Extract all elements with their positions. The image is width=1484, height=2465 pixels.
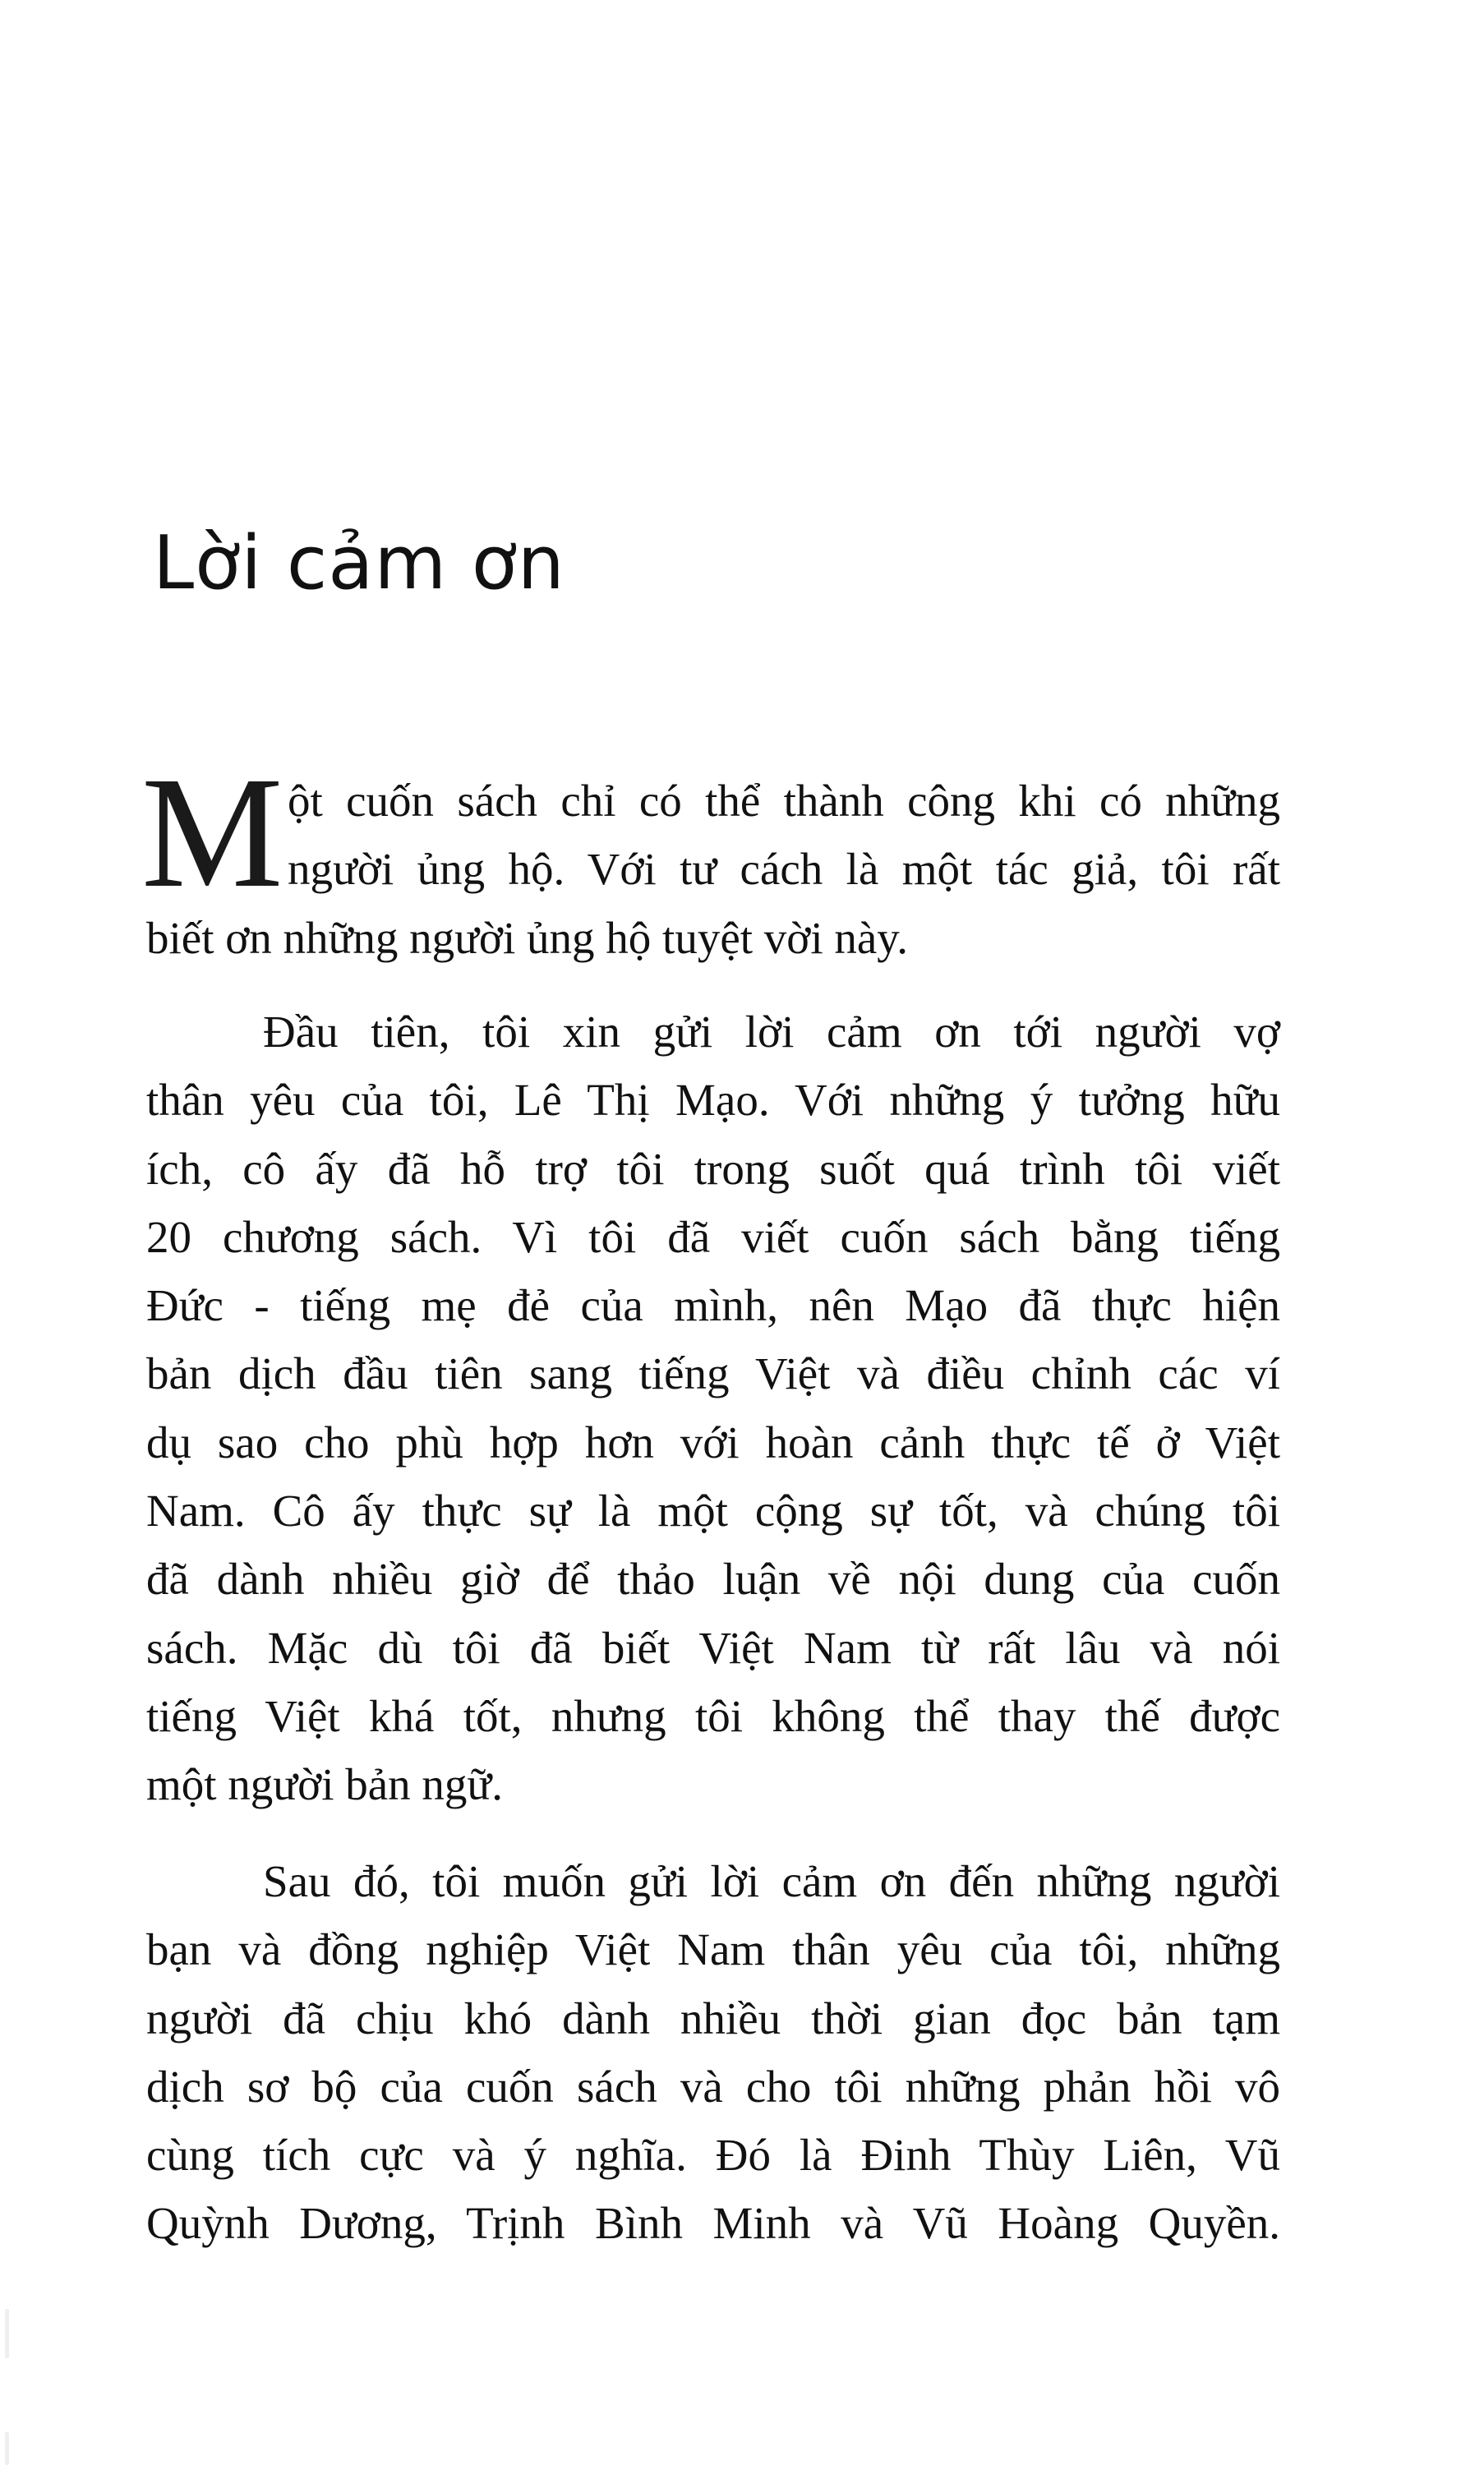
text-line: cùng tích cực và ý nghĩa. Đó là Đinh Thùy Liên, Vũ	[146, 2130, 1280, 2181]
text-line: tiếng Việt khá tốt, nhưng tôi không thể thay thế được	[146, 1690, 1280, 1741]
text-line: Đầu tiên, tôi xin gửi lời cảm ơn tới người vợ	[263, 1007, 1280, 1057]
text-line: ột cuốn sách chỉ có thể thành công khi có những	[288, 776, 1280, 826]
paragraph-1	[146, 767, 1280, 972]
scan-edge-artifact	[5, 2432, 9, 2465]
text-line: Quỳnh Dương, Trịnh Bình Minh và Vũ Hoàng Quyền.	[146, 2198, 1280, 2249]
text-line: người đã chịu khó dành nhiều thời gian đọc bản tạm	[146, 1993, 1280, 2043]
text-line: Sau đó, tôi muốn gửi lời cảm ơn đến những người	[263, 1856, 1280, 1906]
paragraph-2	[146, 998, 1280, 1819]
text-line: bản dịch đầu tiên sang tiếng Việt và điều chỉnh các ví	[146, 1348, 1280, 1399]
text-line: sách. Mặc dù tôi đã biết Việt Nam từ rất lâu và nói	[146, 1622, 1280, 1673]
text-line: bạn và đồng nghiệp Việt Nam thân yêu của tôi, những	[146, 1924, 1280, 1975]
text-line: người ủng hộ. Với tư cách là một tác giả, tôi rất	[288, 844, 1280, 895]
text-line: thân yêu của tôi, Lê Thị Mạo. Với những ý tưởng hữu	[146, 1075, 1280, 1126]
text-line: Nam. Cô ấy thực sự là một cộng sự tốt, và chúng tôi	[146, 1486, 1280, 1537]
text-line: 20 chương sách. Vì tôi đã viết cuốn sách bằng tiếng	[146, 1211, 1280, 1262]
text-line: dịch sơ bộ của cuốn sách và cho tôi những phản hồi vô	[146, 2061, 1280, 2112]
text-line: đã dành nhiều giờ để thảo luận về nội dung của cuốn	[146, 1554, 1280, 1605]
text-line: dụ sao cho phù hợp hơn với hoàn cảnh thực tế ở Việt	[146, 1417, 1280, 1467]
page-title: Lời cảm ơn	[153, 520, 565, 607]
text-line: một người bản ngữ.	[146, 1759, 503, 1810]
text-line: Đức - tiếng mẹ đẻ của mình, nên Mạo đã thực hiện	[146, 1280, 1280, 1331]
text-line: biết ơn những người ủng hộ tuyệt vời này.	[146, 912, 908, 963]
scan-edge-artifact	[5, 2309, 9, 2358]
paragraph-3	[146, 1847, 1280, 2258]
drop-cap: M	[141, 744, 283, 920]
text-line: ích, cô ấy đã hỗ trợ tôi trong suốt quá trình tôi viết	[146, 1143, 1280, 1194]
